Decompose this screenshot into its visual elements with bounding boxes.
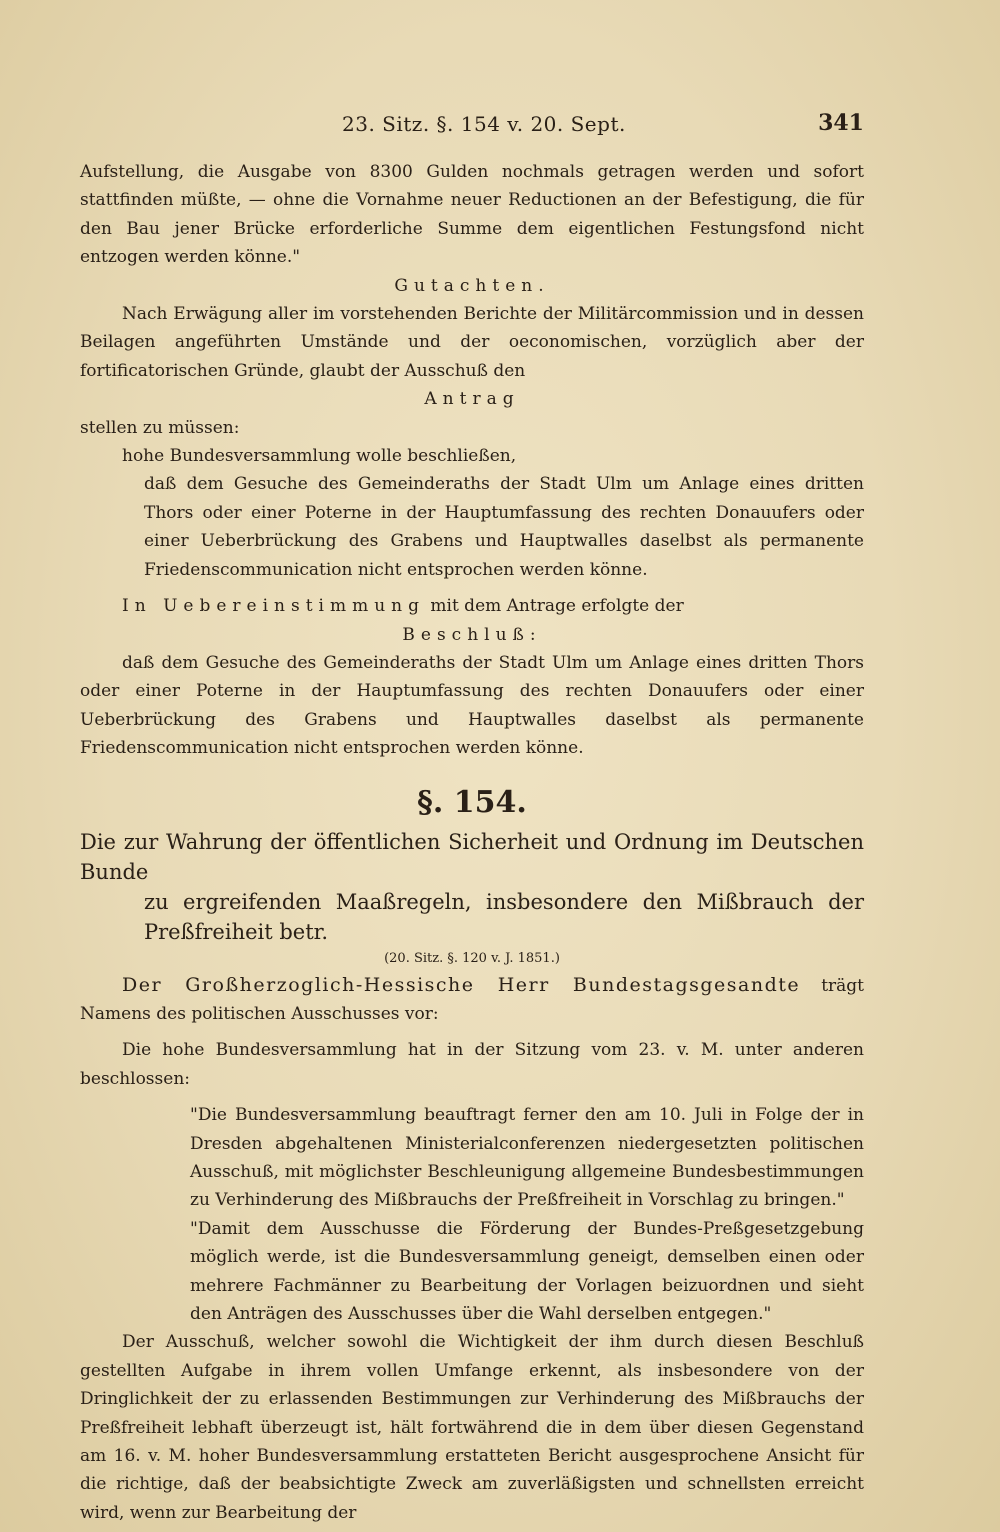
quote-foerderung: "Damit dem Ausschusse die Förderung der Bundes-Preßgesetzgebung möglich werde, ist die Bundesversammlung geneigt, demselben einen oder mehrere Fachmänner zu Bearbeitung der Vorlagen beizuordnen und sieht den Anträgen des Ausschusses über die Wahl derselben entgegen.": [190, 1218, 864, 1324]
paragraph-erwaegung: Nach Erwägung aller im vorstehenden Berichte der Militärcommission und in dessen Beilagen angeführten Umstände und der oeconomischen, vorzüglich aber der fortificatorischen Gründe, glaubt der Ausschuß den: [80, 304, 864, 381]
paragraph-sitzung: Die hohe Bundesversammlung hat in der Sitzung vom 23. v. M. unter anderen beschlossen:: [80, 1040, 864, 1089]
paragraph-continuation: Aufstellung, die Ausgabe von 8300 Gulden nochmals getragen werden und sofort stattfinden müßte, — ohne die Vornahme neuer Reductionen an der Befestigung, die für den Bau jener Brücke erforderliche Summe dem eigentlichen Festungsfond nicht entzogen werden könne.": [80, 162, 864, 268]
page-header: [80, 112, 864, 142]
section-citation: (20. Sitz. §. 120 v. J. 1851.): [384, 950, 560, 966]
paragraph-bundesversammlung: hohe Bundesversammlung wolle beschließen,: [122, 446, 517, 467]
paragraph-stellen: stellen zu müssen:: [80, 417, 240, 438]
paragraph-uebereinstimmung: [80, 592, 864, 620]
page-body: [80, 158, 864, 1527]
heading-antrag: Antrag: [424, 389, 520, 410]
paragraph-gesandte: [80, 971, 864, 1029]
gesandte-lead: Der Großherzoglich-Hessische Herr Bundestagsgesandte: [122, 973, 801, 996]
section-title-line-2: zu ergreifenden Maaßregeln, insbesondere den Mißbrauch der Preßfreiheit betr.: [144, 889, 864, 944]
heading-beschluss: Beschluß:: [402, 624, 542, 645]
uebereinstimmung-rest: mit dem Antrage erfolgte der: [424, 596, 684, 617]
heading-gutachten: Gutachten.: [394, 275, 550, 296]
section-title-line-1: Die zur Wahrung der öffentlichen Sicherheit und Ordnung im Deutschen Bunde: [80, 829, 864, 884]
uebereinstimmung-lead: In Uebereinstimmung: [122, 596, 425, 617]
section-number: §. 154.: [417, 784, 527, 820]
paragraph-antrag-text: daß dem Gesuche des Gemeinderaths der Stadt Ulm um Anlage eines dritten Thors oder einer Poterne in der Hauptumfassung des rechten Donauufers oder einer Ueberbrückung des Grabens und Hauptwalles daselbst als permanente Friedenscommunication nicht entsprochen werden könne.: [144, 474, 864, 580]
running-head: 23. Sitz. §. 154 v. 20. Sept.: [342, 112, 626, 136]
quote-beauftragt: "Die Bundesversammlung beauftragt ferner den am 10. Juli in Folge der in Dresden abgehaltenen Ministerialconferenzen niedergesetzten politischen Ausschuß, mit möglichster Beschleunigung allgemeine Bundesbestimmungen zu Verhinderung des Mißbrauchs der Preßfreiheit in Vorschlag zu bringen.": [190, 1105, 864, 1211]
paragraph-ausschuss: Der Ausschuß, welcher sowohl die Wichtigkeit der ihm durch diesen Beschluß gestellten Aufgabe in ihrem vollen Umfange erkennt, als insbesondere von der Dringlichkeit der zu erlassenden Bestimmungen zur Verhinderung des Mißbrauchs der Preßfreiheit lebhaft überzeugt ist, hält fortwährend die in dem über diesen Gegenstand am 16. v. M. hoher Bundesversammlung erstatteten Bericht ausgesprochene Ansicht für die richtige, daß der beabsichtigte Zweck am zuverläßigsten und schnellsten erreicht wird, wenn zur Bearbeitung der: [80, 1332, 864, 1523]
page-number: 341: [818, 110, 864, 136]
paragraph-beschluss-text: daß dem Gesuche des Gemeinderaths der Stadt Ulm um Anlage eines dritten Thors oder einer Poterne in der Hauptumfassung des rechten Donauufers oder einer Ueberbrückung des Grabens und Hauptwalles daselbst als permanente Friedenscommunication nicht entsprochen werden könne.: [80, 652, 864, 759]
gesandte-rest: trägt Namens des politischen Ausschusses vor:: [80, 975, 865, 1024]
